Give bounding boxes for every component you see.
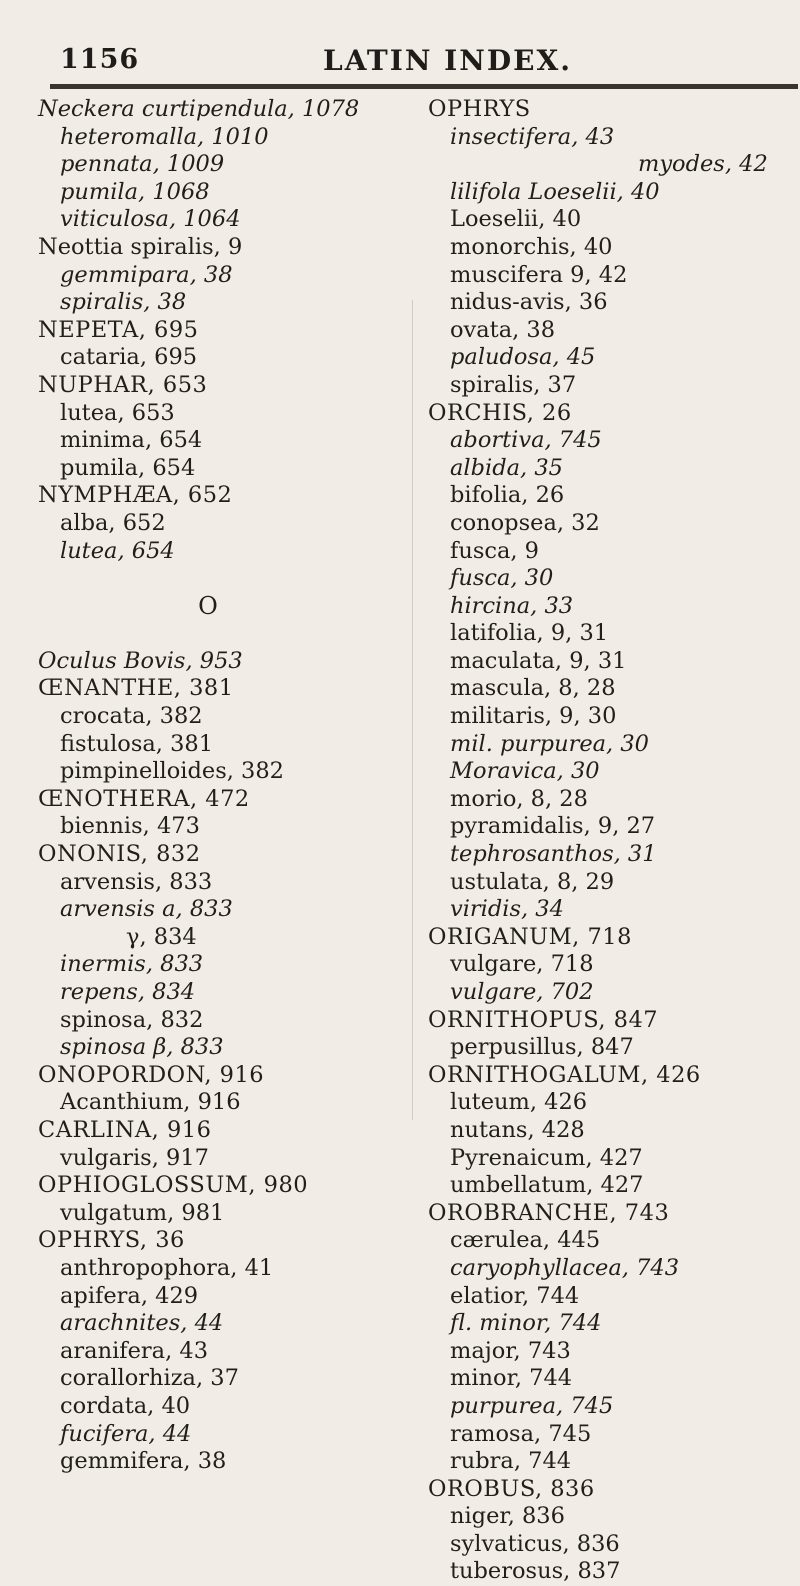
spacer: [38, 620, 378, 648]
index-subentry: arachnites, 44: [60, 1310, 224, 1337]
index-subentry: spiralis, 37: [450, 371, 577, 398]
index-subentry: arvensis a, 833: [60, 896, 233, 923]
index-subentry: insectifera, 43: [450, 123, 615, 150]
running-title: LATIN INDEX.: [323, 44, 572, 77]
section-letter: O: [198, 591, 218, 620]
index-subentry: nidus-avis, 36: [450, 289, 608, 316]
index-subentry: gemmifera, 38: [60, 1448, 227, 1475]
index-subentry: fucifera, 44: [60, 1420, 192, 1447]
index-subentry: latifolia, 9, 31: [450, 620, 609, 647]
index-subentry: spiralis, 38: [60, 289, 187, 316]
index-subentry: vulgatum, 981: [60, 1199, 225, 1226]
index-heading: OPHRYS, 36: [38, 1227, 185, 1254]
index-subentry: bifolia, 26: [450, 482, 565, 509]
index-subentry: pennata, 1009: [60, 151, 225, 178]
index-subentry: minima, 654: [60, 427, 203, 454]
index-subentry: viticulosa, 1064: [60, 206, 241, 233]
index-heading: Oculus Bovis, 953: [38, 647, 243, 674]
index-heading: ORNITHOGALUM, 426: [428, 1061, 701, 1088]
index-heading: Neckera curtipendula, 1078: [38, 96, 360, 122]
index-heading: ORCHIS, 26: [428, 399, 572, 426]
index-subentry: inermis, 833: [60, 951, 204, 978]
index-subentry: rubra, 744: [450, 1448, 572, 1475]
index-subentry: hircina, 33: [450, 592, 574, 619]
index-subentry: minor, 744: [450, 1365, 573, 1392]
index-subentry: perpusillus, 847: [450, 1034, 634, 1061]
index-heading: Neottia spiralis, 9: [38, 233, 243, 260]
index-subentry: sylvaticus, 836: [450, 1530, 620, 1557]
page-header: [0, 0, 800, 95]
index-heading: ORNITHOPUS, 847: [428, 1006, 659, 1033]
index-heading: NEPETA, 695: [38, 316, 199, 343]
index-subentry: Moravica, 30: [450, 758, 600, 785]
index-subentry: muscifera 9, 42: [450, 261, 628, 288]
index-subentry: ustulata, 8, 29: [450, 868, 615, 895]
index-heading: NUPHAR, 653: [38, 371, 208, 398]
index-subentry: mascula, 8, 28: [450, 675, 616, 702]
index-subentry: niger, 836: [450, 1503, 565, 1530]
index-subentry: pumila, 654: [60, 454, 196, 481]
index-subentry: tuberosus, 837: [450, 1558, 621, 1585]
index-subentry: monorchis, 40: [450, 233, 613, 260]
index-subentry: Acanthium, 916: [60, 1089, 241, 1116]
index-subentry: caryophyllacea, 743: [450, 1254, 680, 1281]
index-heading: ORIGANUM, 718: [428, 923, 632, 950]
index-subentry: umbellatum, 427: [450, 1172, 644, 1199]
index-subentry: major, 743: [450, 1337, 571, 1364]
index-subentry: mil. purpurea, 30: [450, 730, 649, 757]
index-subentry: fistulosa, 381: [60, 730, 214, 757]
index-heading: ONONIS, 832: [38, 841, 201, 868]
index-subentry: nutans, 428: [450, 1116, 585, 1143]
index-subentry: morio, 8, 28: [450, 785, 588, 812]
index-subentry: purpurea, 745: [450, 1392, 614, 1419]
index-heading: OROBRANCHE, 743: [428, 1199, 670, 1226]
index-subentry: cærulea, 445: [450, 1227, 601, 1254]
index-subentry: militaris, 9, 30: [450, 703, 617, 730]
index-subentry: aranifera, 43: [60, 1337, 209, 1364]
index-subentry: vulgare, 718: [450, 951, 594, 978]
index-subentry: paludosa, 45: [450, 344, 596, 371]
index-heading: OPHRYS: [428, 96, 531, 122]
index-subentry: pyramidalis, 9, 27: [450, 813, 656, 840]
index-subentry: spinosa, 832: [60, 1006, 204, 1033]
index-subentry: vulgare, 702: [450, 979, 594, 1005]
index-subentry: tephrosanthos, 31: [450, 841, 657, 868]
index-subentry: arvensis, 833: [60, 868, 213, 895]
index-subentry: Loeselii, 40: [450, 206, 582, 233]
index-subentry: alba, 652: [60, 509, 166, 536]
index-subentry: repens, 834: [60, 979, 196, 1005]
index-heading: CARLINA, 916: [38, 1116, 212, 1143]
index-subentry: cataria, 695: [60, 344, 198, 371]
index-subentry: crocata, 382: [60, 703, 203, 730]
index-heading: ŒNOTHERA, 472: [38, 785, 250, 812]
index-heading: OROBUS, 836: [428, 1475, 595, 1502]
index-subentry: pumila, 1068: [60, 178, 210, 205]
index-heading: OPHIOGLOSSUM, 980: [38, 1172, 309, 1199]
index-subentry: abortiva, 745: [450, 427, 602, 454]
index-subentry: lutea, 653: [60, 399, 175, 426]
index-subentry: pimpinelloides, 382: [60, 758, 284, 785]
header-rule: [50, 84, 798, 89]
index-subentry: γ, 834: [126, 923, 197, 950]
index-subentry: vulgaris, 917: [60, 1144, 209, 1171]
index-subentry: Pyrenaicum, 427: [450, 1144, 643, 1171]
index-subentry: anthropophora, 41: [60, 1254, 274, 1281]
index-subentry: gemmipara, 38: [60, 261, 233, 288]
spacer: [38, 565, 378, 593]
index-subentry: fl. minor, 744: [450, 1310, 602, 1337]
index-subentry: luteum, 426: [450, 1089, 588, 1116]
index-subentry: ramosa, 745: [450, 1420, 592, 1447]
index-subentry: myodes, 42: [638, 151, 768, 178]
index-heading: NYMPHÆA, 652: [38, 482, 233, 509]
index-subentry: spinosa β, 833: [60, 1034, 224, 1061]
right-index-column: [428, 96, 798, 1586]
index-heading: ONOPORDON, 916: [38, 1061, 265, 1088]
index-subentry: apifera, 429: [60, 1282, 199, 1309]
index-subentry: lilifola Loeselii, 40: [450, 178, 660, 205]
page-number: 1156: [60, 44, 140, 75]
index-heading: ŒNANTHE, 381: [38, 675, 234, 702]
index-subentry: corallorhiza, 37: [60, 1365, 239, 1392]
index-subentry: lutea, 654: [60, 537, 175, 564]
index-subentry: cordata, 40: [60, 1392, 191, 1419]
index-subentry: elatior, 744: [450, 1282, 580, 1309]
index-subentry: ovata, 38: [450, 316, 556, 343]
index-subentry: fusca, 9: [450, 537, 540, 564]
index-subentry: biennis, 473: [60, 813, 200, 840]
index-subentry: conopsea, 32: [450, 509, 600, 536]
column-gutter: [412, 300, 413, 1120]
index-subentry: heteromalla, 1010: [60, 123, 269, 150]
index-subentry: fusca, 30: [450, 565, 554, 592]
left-index-column: [38, 96, 378, 1476]
index-subentry: maculata, 9, 31: [450, 647, 627, 674]
index-subentry: viridis, 34: [450, 896, 564, 923]
index-subentry: albida, 35: [450, 454, 563, 481]
